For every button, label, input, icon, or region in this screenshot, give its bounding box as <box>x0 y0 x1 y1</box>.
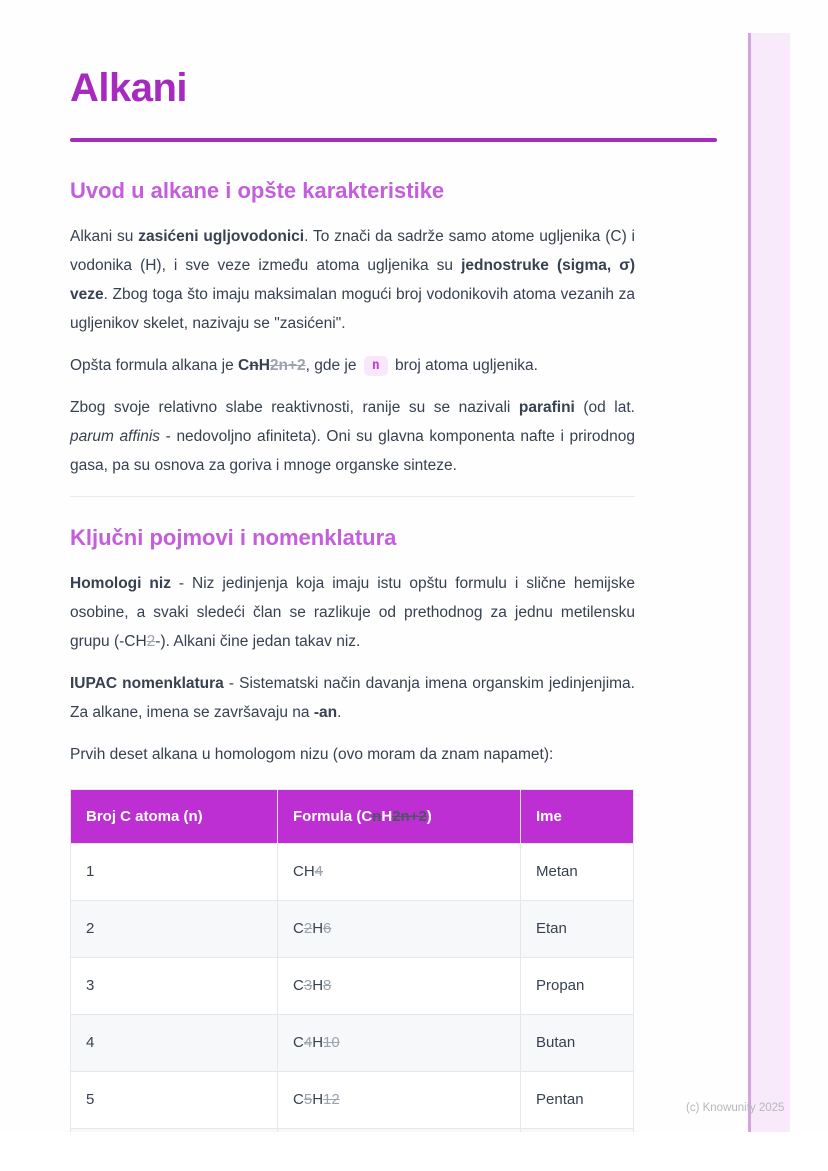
page-content <box>70 64 635 1132</box>
text-run: 2n+2 <box>269 357 306 374</box>
paragraph-table-intro <box>70 740 635 769</box>
text-run: Zbog svoje relativno slabe reaktivnosti, ranije su se nazivali <box>70 399 519 416</box>
page-title: Alkani <box>70 66 188 110</box>
text-run: 2 <box>146 633 156 650</box>
table-row <box>71 1015 634 1072</box>
table-row <box>71 901 634 958</box>
watermark: (c) Knowunity 2025 <box>686 1102 785 1114</box>
text-run: 8 <box>323 977 332 994</box>
cell-carbon-count: 2 <box>71 901 278 958</box>
text-run: C <box>293 1091 304 1108</box>
text-run: Alkani su <box>70 228 139 245</box>
section-heading-intro: Uvod u alkane i opšte karakteristike <box>70 178 445 203</box>
table-row <box>71 1129 634 1133</box>
cell-carbon-count: 3 <box>71 958 278 1015</box>
text-run: 12 <box>323 1091 340 1108</box>
text-run: H <box>312 920 324 937</box>
cell-formula <box>278 901 521 958</box>
cell-formula <box>278 1015 521 1072</box>
cell-carbon-count: 5 <box>71 1072 278 1129</box>
paragraph-iupac <box>70 669 635 727</box>
title-rule <box>70 138 717 142</box>
text-run: ) <box>426 808 432 825</box>
text-run: - nedovoljno afiniteta). Oni su glavna komponenta nafte i prirodnog gasa, pa su osnova za goriva i mnoge organske sinteze. <box>70 428 635 474</box>
table-row <box>71 844 634 901</box>
cell-carbon-count: 4 <box>71 1015 278 1072</box>
table-header-name: Ime <box>521 790 634 844</box>
table-header-row <box>71 790 634 844</box>
text-run: jednostruke (sigma, σ) veze <box>70 257 636 303</box>
cell-name: Propan <box>521 958 634 1015</box>
text-run: CH <box>293 863 315 880</box>
cell-carbon-count: 1 <box>71 844 278 901</box>
text-run: - Sistematski način davanja imena organskim jedinjenjima. Za alkane, imena se završavaju na <box>70 675 635 721</box>
text-run: H <box>312 1091 324 1108</box>
table-row <box>71 958 634 1015</box>
cell-name: Pentan <box>521 1072 634 1129</box>
section-heading-nomenclature: Ključni pojmovi i nomenklatura <box>70 525 397 550</box>
text-run: broj atoma ugljenika. <box>390 357 538 374</box>
text-run: C <box>293 977 304 994</box>
text-run: . <box>337 704 342 721</box>
text-run: C <box>293 920 304 937</box>
cell-name: Metan <box>521 844 634 901</box>
text-run: zasićeni ugljovodonici <box>138 228 305 245</box>
alkane-table <box>70 789 634 1132</box>
table-header-formula <box>278 790 521 844</box>
paragraph-paraffins <box>70 393 635 480</box>
table-row <box>71 1072 634 1129</box>
text-run: 10 <box>323 1034 340 1051</box>
cell-name: Butan <box>521 1015 634 1072</box>
text-run: , gde je <box>305 357 361 374</box>
cell-formula <box>278 1129 521 1133</box>
text-run: H <box>312 977 324 994</box>
alkane-table-head <box>71 790 634 844</box>
text-run: n <box>372 808 382 825</box>
text-run: - Niz jedinjenja koja imaju istu opštu formulu i slične hemijske osobine, a svaki sledeći član se razlikuje od prethodnog za jednu metilensku grupu (-CH <box>70 575 636 650</box>
text-run: Prvih deset alkana u homologom nizu (ovo moram da znam napamet): <box>70 746 554 763</box>
text-run: 4 <box>303 1034 313 1051</box>
table-header-carbon-count: Broj C atoma (n) <box>71 790 278 844</box>
cell-name <box>521 1129 634 1133</box>
text-run: 2 <box>303 920 313 937</box>
cell-formula <box>278 1072 521 1129</box>
text-run: (od lat. <box>574 399 635 416</box>
text-run: 3 <box>303 977 313 994</box>
text-run: parafini <box>518 399 575 416</box>
text-run: IUPAC nomenklatura <box>70 675 224 692</box>
cell-carbon-count <box>71 1129 278 1133</box>
text-run: n <box>249 357 259 374</box>
alkane-table-body <box>71 844 634 1133</box>
cell-formula <box>278 844 521 901</box>
inline-code-badge: n <box>364 356 388 376</box>
page-edge-strip <box>748 33 790 1132</box>
text-run: C <box>238 357 250 374</box>
text-run: -an <box>313 704 338 721</box>
text-run: H <box>312 1034 324 1051</box>
paragraph-general-formula <box>70 351 635 380</box>
text-run: Homologi niz <box>70 575 171 592</box>
section-divider <box>70 496 635 497</box>
text-run: parum affinis <box>70 428 161 445</box>
text-run: 4 <box>314 863 324 880</box>
text-run: Formula (C <box>293 808 373 825</box>
text-run: 6 <box>323 920 332 937</box>
text-run: 2n+2 <box>392 808 427 825</box>
text-run: 5 <box>303 1091 313 1108</box>
paragraph-saturated-hydrocarbons <box>70 222 635 338</box>
text-run: H <box>258 357 270 374</box>
text-run: . Zbog toga što imaju maksimalan mogući broj vodonikovih atoma vezanih za ugljenikov skelet, nazivaju se "zasićeni". <box>70 286 635 332</box>
text-run: H <box>381 808 393 825</box>
text-run: . To znači da sadrže samo atome ugljenika (C) i vodonika (H), i sve veze između atoma ugljenika su <box>70 228 635 274</box>
text-run: C <box>293 1034 304 1051</box>
paragraph-homologous-series <box>70 569 635 656</box>
cell-formula <box>278 958 521 1015</box>
text-run: -). Alkani čine jedan takav niz. <box>155 633 361 650</box>
cell-name: Etan <box>521 901 634 958</box>
text-run: Opšta formula alkana je <box>70 357 239 374</box>
